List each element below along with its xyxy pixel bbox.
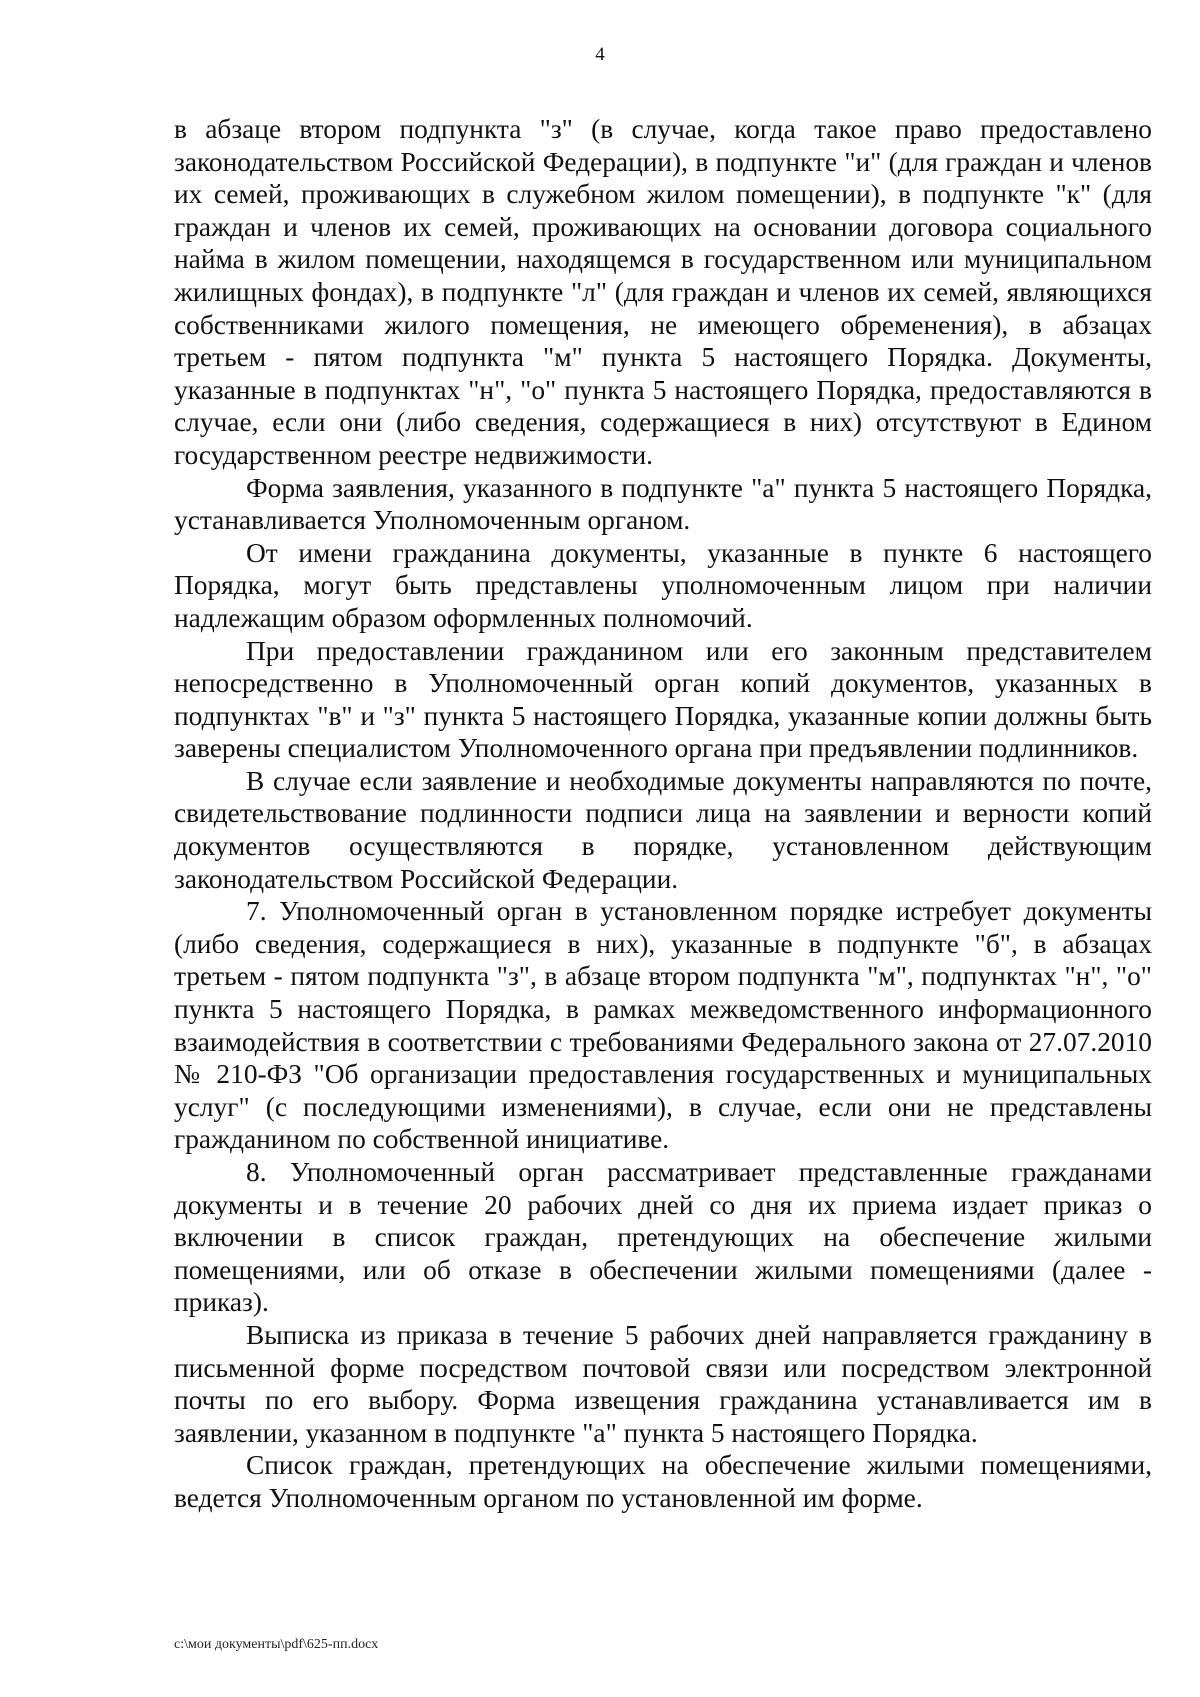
- paragraph-mail-submission: В случае если заявление и необходимые документы направляются по почте, свидетельствование подлинности подписи лица на заявлении и верности копий документов осуществляются в порядке, установленном действующим законодательством Российской Федерации.: [174, 765, 1152, 894]
- footer-file-path: c:\мои документы\pdf\625-пп.docx: [174, 1637, 379, 1652]
- paragraph-continuation: в абзаце втором подпункта "з" (в случае, когда такое право предоставлено законодательством Российской Федерации), в подпункте "и" (для граждан и членов их семей, проживающих в служебном жилом помещении), в подпункте "к" (для граждан и членов их семей, проживающих на основании договора социального найма в жилом помещении, находящемся в государственном или муниципальном жилищных фондах), в подпункте "л" (для граждан и членов их семей, являющихся собственниками жилого помещения, не имеющего обременения), в абзацах третьем - пятом подпункта "м" пункта 5 настоящего Порядка. Документы, указанные в подпунктах "н", "о" пункта 5 настоящего Порядка, предоставляются в случае, если они (либо сведения, содержащиеся в них) отсутствуют в Едином государственном реестре недвижимости.: [174, 114, 1152, 470]
- paragraph-authorized-person: От имени гражданина документы, указанные в пункте 6 настоящего Порядка, могут быть представлены уполномоченным лицом при наличии надлежащим образом оформленных полномочий.: [174, 537, 1152, 633]
- paragraph-item-7: 7. Уполномоченный орган в установленном порядке истребует документы (либо сведения, содержащиеся в них), указанные в подпункте "б", в абзацах третьем - пятом подпункта "з", в абзаце втором подпункта "м", подпунктах "н", "о" пункта 5 настоящего Порядка, в рамках межведомственного информационного взаимодействия в соответствии с требованиями Федерального закона от 27.07.2010 № 210-ФЗ "Об организации предоставления государственных и муниципальных услуг" (с последующими изменениями), в случае, если они не представлены гражданином по собственной инициативе.: [174, 896, 1152, 1155]
- paragraph-copies-certification: При предоставлении гражданином или его законным представителем непосредственно в Уполномоченный орган копий документов, указанных в подпунктах "в" и "з" пункта 5 настоящего Порядка, указанные копии должны быть заверены специалистом Уполномоченного органа при предъявлении подлинников.: [174, 635, 1152, 764]
- paragraph-application-form: Форма заявления, указанного в подпункте "а" пункта 5 настоящего Порядка, устанавливается Уполномоченным органом.: [174, 472, 1152, 536]
- paragraph-citizens-list: Список граждан, претендующих на обеспечение жилыми помещениями, ведется Уполномоченным органом по установленной им форме.: [174, 1450, 1152, 1513]
- paragraph-item-8: 8. Уполномоченный орган рассматривает представленные гражданами документы и в течение 20 рабочих дней со дня их приема издает приказ о включении в список граждан, претендующих на обеспечение жилыми помещениями, или об отказе в обеспечении жилыми помещениями (далее - приказ).: [174, 1157, 1152, 1318]
- paragraph-order-extract: Выписка из приказа в течение 5 рабочих дней направляется гражданину в письменной форме посредством почтовой связи или посредством электронной почты по его выбору. Форма извещения гражданина устанавливается им в заявлении, указанном в подпункте "а" пункта 5 настоящего Порядка.: [174, 1319, 1152, 1448]
- page-number: 4: [595, 44, 605, 65]
- document-body: [174, 113, 1152, 1515]
